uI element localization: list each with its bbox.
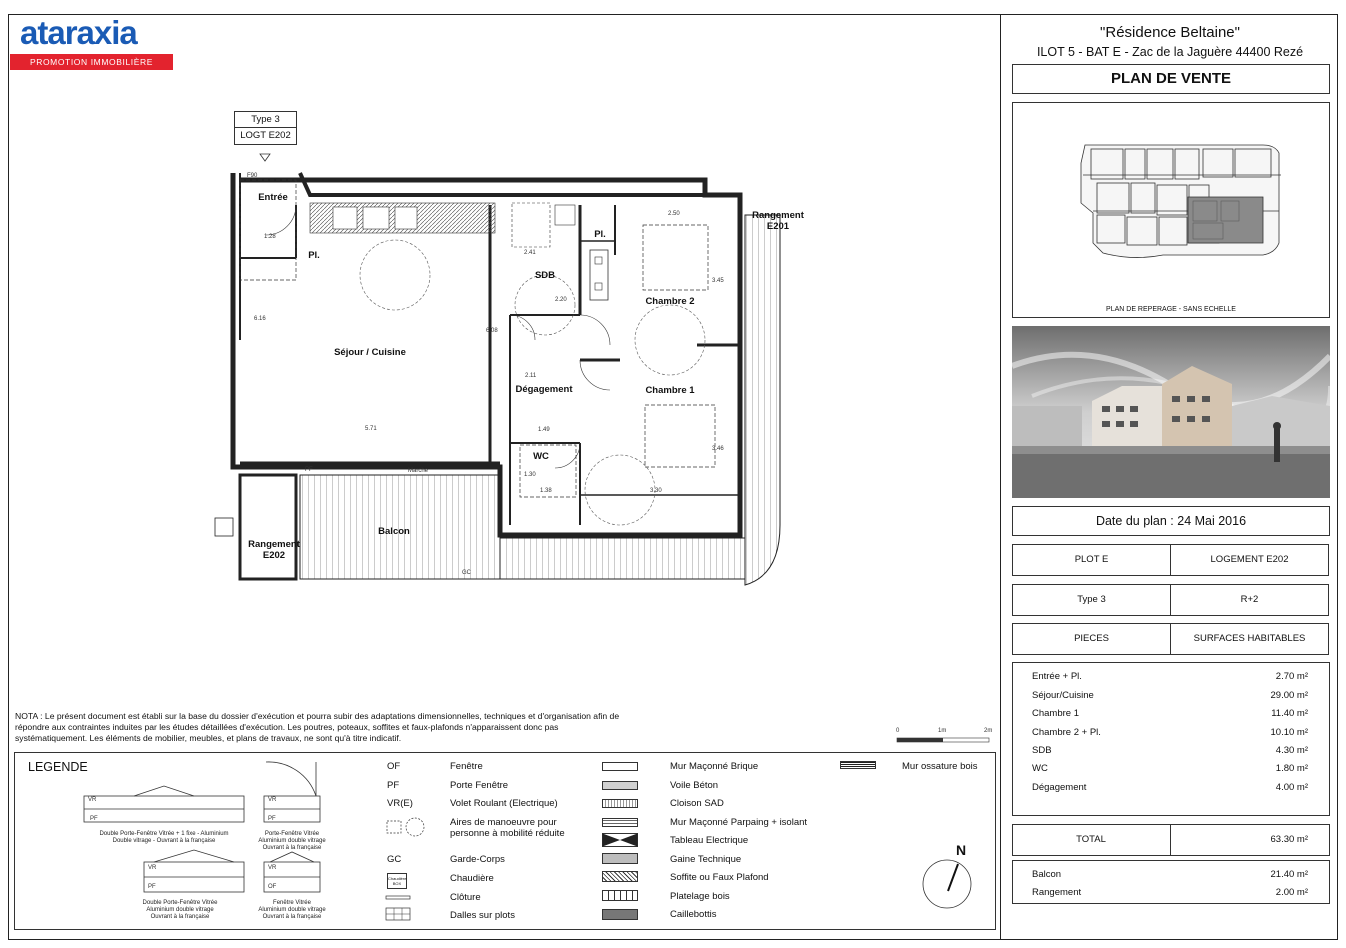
- surface-name: Dégagement: [1032, 782, 1087, 793]
- legend-door-caption: Double Porte-Fenêtre Vitrée + 1 fixe - Aluminium Double vitrage - Ouvrant à la française: [99, 831, 229, 844]
- dim: 1.30: [524, 472, 536, 478]
- surface-name: Séjour/Cuisine: [1032, 690, 1094, 701]
- pmr-area-icon: [385, 816, 425, 838]
- dim: 3.46: [712, 446, 724, 452]
- annex-name: Balcon: [1032, 869, 1062, 880]
- building-render: [1012, 326, 1330, 498]
- dim: 6.16: [254, 316, 266, 322]
- scale-2: 2m: [984, 728, 993, 734]
- legend-code-label: Volet Roulant (Electrique): [450, 798, 558, 809]
- dim: 2.20: [555, 297, 567, 303]
- voile-beton-swatch: [602, 781, 638, 790]
- caillebottis-swatch: [602, 909, 638, 920]
- legend-material: Tableau Electrique: [670, 835, 749, 846]
- room-sejour: Séjour / Cuisine: [334, 347, 406, 358]
- room-degagement: Dégagement: [515, 384, 573, 395]
- dim: F90: [247, 173, 258, 179]
- surface-name: SDB: [1032, 745, 1052, 756]
- surface-value: 10.10 m²: [1270, 727, 1308, 738]
- type-tag: [234, 111, 297, 145]
- legend-ossature: Mur ossature bois: [902, 761, 978, 772]
- panel-divider: [1000, 14, 1001, 940]
- legend-material: Mur Maçonné Brique: [670, 761, 759, 772]
- legend-material: Caillebottis: [670, 909, 717, 920]
- logo-tagline: PROMOTION IMMOBILIÈRE: [10, 54, 173, 70]
- floor-plan: [200, 145, 820, 590]
- surface-value: 29.00 m²: [1270, 690, 1308, 701]
- dim: 5.71: [365, 426, 377, 432]
- logo: ataraxia: [20, 14, 137, 51]
- legend-code: OF: [387, 761, 401, 772]
- surface-value: 2.70 m²: [1275, 671, 1308, 682]
- room-chambre-2: Chambre 2: [645, 296, 695, 307]
- platelage-swatch: [602, 890, 638, 901]
- ossature-bois-swatch: [840, 761, 876, 769]
- soffite-swatch: [602, 871, 638, 882]
- legend-door-caption: Porte-Fenêtre Vitrée Aluminium double vitrage Ouvrant à la française: [258, 831, 326, 851]
- room-rangement-e202: Rangement E202: [248, 539, 300, 561]
- surface-name: Chambre 2 + Pl.: [1032, 727, 1101, 738]
- legend-code-label: Chaudière: [450, 873, 494, 884]
- dim: 1.38: [540, 488, 552, 494]
- keyplan-drawing: [1013, 103, 1331, 319]
- gaine-technique-swatch: [602, 853, 638, 864]
- residence-name: "Résidence Beltaine": [1100, 24, 1240, 41]
- legend-vr: VR: [268, 797, 277, 803]
- chaudiere-icon: Chaudière BOX: [387, 873, 407, 889]
- dim: 3.45: [712, 278, 724, 284]
- legend-title: LEGENDE: [28, 760, 88, 774]
- legend-code-label: Garde-Corps: [450, 854, 505, 865]
- legend-material: Cloison SAD: [670, 798, 724, 809]
- legend-material: Platelage bois: [670, 891, 730, 902]
- surface-value: 11.40 m²: [1271, 708, 1308, 719]
- legend-code-label: Dalles sur plots: [450, 910, 515, 921]
- doc-title: PLAN DE VENTE: [1012, 64, 1330, 94]
- dim: 6.08: [486, 328, 498, 334]
- mur-parpaing-swatch: [602, 818, 638, 827]
- legend-of: OF: [268, 884, 277, 890]
- scale-1: 1m: [938, 728, 947, 734]
- north-arrow-icon: [920, 856, 976, 912]
- legend-vr: VR: [268, 865, 277, 871]
- legend-material: Gaine Technique: [670, 854, 742, 865]
- surface-name: Chambre 1: [1032, 708, 1079, 719]
- type-label: Type 3: [235, 112, 296, 128]
- level-cell: R+2: [1170, 584, 1329, 616]
- total-divider: [1170, 824, 1171, 856]
- annex-value: 21.40 m²: [1270, 869, 1308, 880]
- dim: 2.41: [524, 250, 536, 256]
- legend-code: GC: [387, 854, 402, 865]
- annex-name: Rangement: [1032, 887, 1082, 898]
- logement-cell: LOGEMENT E202: [1170, 544, 1329, 576]
- dim: 1.49: [538, 427, 550, 433]
- surfaces-header: SURFACES HABITABLES: [1170, 623, 1329, 655]
- legend-material: Soffite ou Faux Plafond: [670, 872, 769, 883]
- dim: 2.11: [525, 373, 537, 379]
- surface-name: Entrée + Pl.: [1032, 671, 1082, 682]
- legend-code: VR(E): [387, 798, 413, 809]
- pieces-header: PIECES: [1012, 623, 1171, 655]
- legend-code-label: Porte Fenêtre: [450, 780, 509, 791]
- legend-door-caption: Double Porte-Fenêtre Vitrée Aluminium double vitrage Ouvrant à la française: [142, 900, 218, 920]
- dim: 1.28: [264, 234, 276, 240]
- room-balcon: Balcon: [378, 526, 410, 537]
- tableau-electrique-icon: [602, 833, 638, 847]
- room-rangement-e201: Rangement E201: [752, 210, 804, 232]
- legend-material: Voile Béton: [670, 780, 719, 791]
- surface-value: 1.80 m²: [1275, 763, 1308, 774]
- legend-code-label: Clôture: [450, 892, 481, 903]
- plan-date: Date du plan : 24 Mai 2016: [1012, 506, 1330, 536]
- room-pl-2: Pl.: [594, 229, 606, 240]
- legend-pf: PF: [148, 884, 156, 890]
- dim: Marche: [408, 468, 429, 474]
- mur-brique-swatch: [602, 762, 638, 771]
- legend-code-label: Aires de manoeuvre pour personne à mobilité réduite: [450, 817, 565, 839]
- dalles-icon: [385, 907, 411, 921]
- room-wc: WC: [533, 451, 549, 462]
- total-value: 63.30 m²: [1270, 834, 1308, 845]
- legend-pf: PF: [90, 816, 98, 822]
- dim: GC: [462, 570, 471, 576]
- dim: 2.50: [668, 211, 680, 217]
- address: ILOT 5 - BAT E - Zac de la Jaguère 44400 Rezé: [1036, 45, 1304, 59]
- render-image: [1012, 326, 1330, 498]
- room-pl-1: Pl.: [308, 250, 320, 261]
- annex-value: 2.00 m²: [1275, 887, 1308, 898]
- room-entree: Entrée: [258, 192, 288, 203]
- cloison-sad-swatch: [602, 799, 638, 808]
- dim: 3.30: [650, 488, 662, 494]
- room-chambre-1: Chambre 1: [645, 385, 695, 396]
- scale-0: 0: [896, 728, 900, 734]
- legend-pf: PF: [268, 816, 276, 822]
- total-label: TOTAL: [1076, 834, 1106, 845]
- north-label: N: [956, 842, 967, 858]
- legend-material: Mur Maçonné Parpaing + isolant: [670, 817, 808, 828]
- legend-code-label: Fenêtre: [450, 761, 483, 772]
- plot-cell: PLOT E: [1012, 544, 1171, 576]
- keyplan-caption: PLAN DE REPERAGE - SANS ECHELLE: [1106, 306, 1236, 313]
- type-cell: Type 3: [1012, 584, 1171, 616]
- legend-door-caption: Fenêtre Vitrée Aluminium double vitrage Ouvrant à la française: [258, 900, 326, 920]
- room-sdb: SDB: [534, 270, 556, 281]
- keyplan: [1012, 102, 1330, 318]
- legend-code: PF: [387, 780, 400, 791]
- surface-value: 4.00 m²: [1275, 782, 1308, 793]
- legend-vr: VR: [148, 865, 157, 871]
- surface-name: WC: [1032, 763, 1048, 774]
- surface-value: 4.30 m²: [1275, 745, 1308, 756]
- dim: PF: [305, 467, 313, 473]
- logt-label: LOGT E202: [240, 130, 291, 141]
- nota-text: NOTA : Le présent document est établi sur la base du dossier d'exécution et pourra subir des adaptations dimensionnelles, techniques et d'organisation afin de répondre aux contraintes induites par les études détaillées d'exécution. Les poutres, poteaux, soffites et faux-plafonds n'apparaissent donc pas systématiquement. Les éléments de mobilier, meubles, et plans de travaux, ne sont qu'à titre indicatif.: [15, 711, 620, 743]
- cloture-icon: [385, 894, 411, 902]
- legend-vr: VR: [88, 797, 97, 803]
